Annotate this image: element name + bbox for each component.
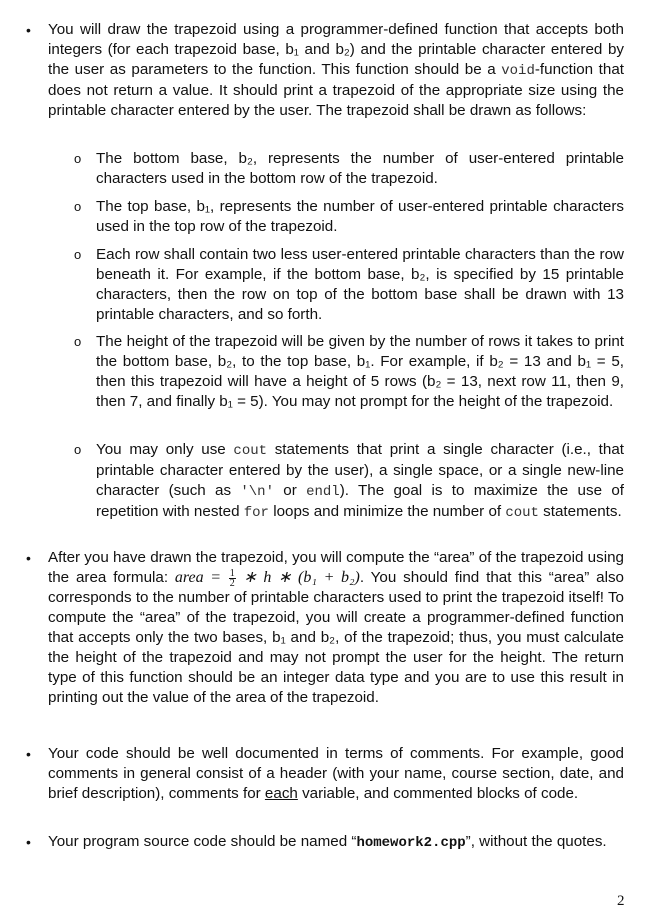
sub-bullet-marker: o [74,247,82,262]
bullet-marker: • [26,834,31,850]
fraction-denominator: 2 [229,577,235,589]
text-run: -function that does not return a value. It should print a trapezoid of the appropriate size using the printable character entered by the user. The trapezoid shall be drawn as follows: [48,61,624,119]
code-for: for [243,505,269,521]
text-run: Your program source code should be named “ [48,833,357,850]
area-formula [174,567,360,589]
text-run: ). The goal is to maximize the use of repetition with nested [96,482,624,520]
code-cout: cout [233,443,268,459]
bullet-marker: • [26,550,31,566]
sub-bullet-marker: o [74,199,82,214]
sub-paragraph-cout [96,440,624,523]
paragraph-filename [48,832,624,853]
sub-paragraph-height: The height of the trapezoid will be given by the number of rows it takes to print the bottom base, b₂, to the top base, b₁. For example, if b₂ = 13 and b₁ = 5, then this trapezoid will have a height of 5 rows (b₂ = 13, next row 11, then 9, then 7, and finally b₁ = 5). You may not prompt for the height of the trapezoid. [96,333,624,410]
code-void: void [501,63,535,79]
text-run: Your code should be well documented in terms of comments. For example, good comments in general consist of a header (with your name, course section, date, and brief description), comments for [48,745,624,802]
paragraph-area [48,548,624,708]
sub-bullet-marker: o [74,442,82,457]
sub-paragraph-bottom-base: The bottom base, b₂, represents the number of user-entered printable characters used in the bottom row of the trapezoid. [96,150,624,187]
paragraph-draw-trapezoid [48,20,624,121]
sub-bullet-marker: o [74,151,82,166]
paragraph-comments [48,744,624,804]
text-run: After you have drawn the trapezoid, you will compute the “area” of the trapezoid using the area formula: [48,549,624,586]
bullet-marker: • [26,22,31,38]
text-run: or [273,482,307,499]
sub-bullet-marker: o [74,334,82,349]
page-number: 2 [617,893,625,909]
bullet-marker: • [26,746,31,762]
formula-fraction [229,569,236,588]
formula-area-label: area [174,569,204,586]
text-run: variable, and commented blocks of code. [297,785,579,802]
text-run: statements. [538,503,622,520]
formula-equals: = [203,569,228,586]
text-run: ”, without the quotes. [465,833,607,850]
text-run: statements that print a single character (i.e., that printable character entered by the user), a single space, or a single new-line character (such as [96,441,624,499]
text-run: You will draw the trapezoid using a programmer-defined function that accepts both integers (for each trapezoid base, b₁ and b₂) and the printable character entered by the user as parameters to the function. This function should be a [48,21,624,78]
fraction-numerator: 1 [229,567,235,579]
underlined-each: each [264,785,298,802]
text-run: You may only use [96,441,234,458]
sub-paragraph-top-base: The top base, b₁, represents the number of user-entered printable characters used in the top row of the trapezoid. [96,198,624,235]
code-newline: '\n' [240,484,274,500]
code-endl: endl [306,484,340,500]
code-cout: cout [505,505,539,521]
code-filename: homework2.cpp [356,835,466,851]
text-run: . You should find that this “area” also corresponds to the number of printable characters used to print the trapezoid itself! To compute the “area” of the trapezoid, you will create a programmer-defined function that accepts only the two bases, b₁ and b₂, of the trapezoid; thus, you must calculate the height of the trapezoid and may not prompt the user for the height. The return type of this function should be an integer data type and you are to use this result in printing out the value of the area of the trapezoid. [48,569,624,706]
sub-paragraph-row-rule: Each row shall contain two less user-entered printable characters than the row beneath it. For example, if the bottom base, b₂, is specified by 15 printable characters, then the row on top of the bottom base shall be drawn with 13 printable characters, and so forth. [96,246,624,323]
formula-rest: ∗ h ∗ (b₁ + b₂) [236,569,360,586]
text-run: loops and minimize the number of [268,503,506,520]
